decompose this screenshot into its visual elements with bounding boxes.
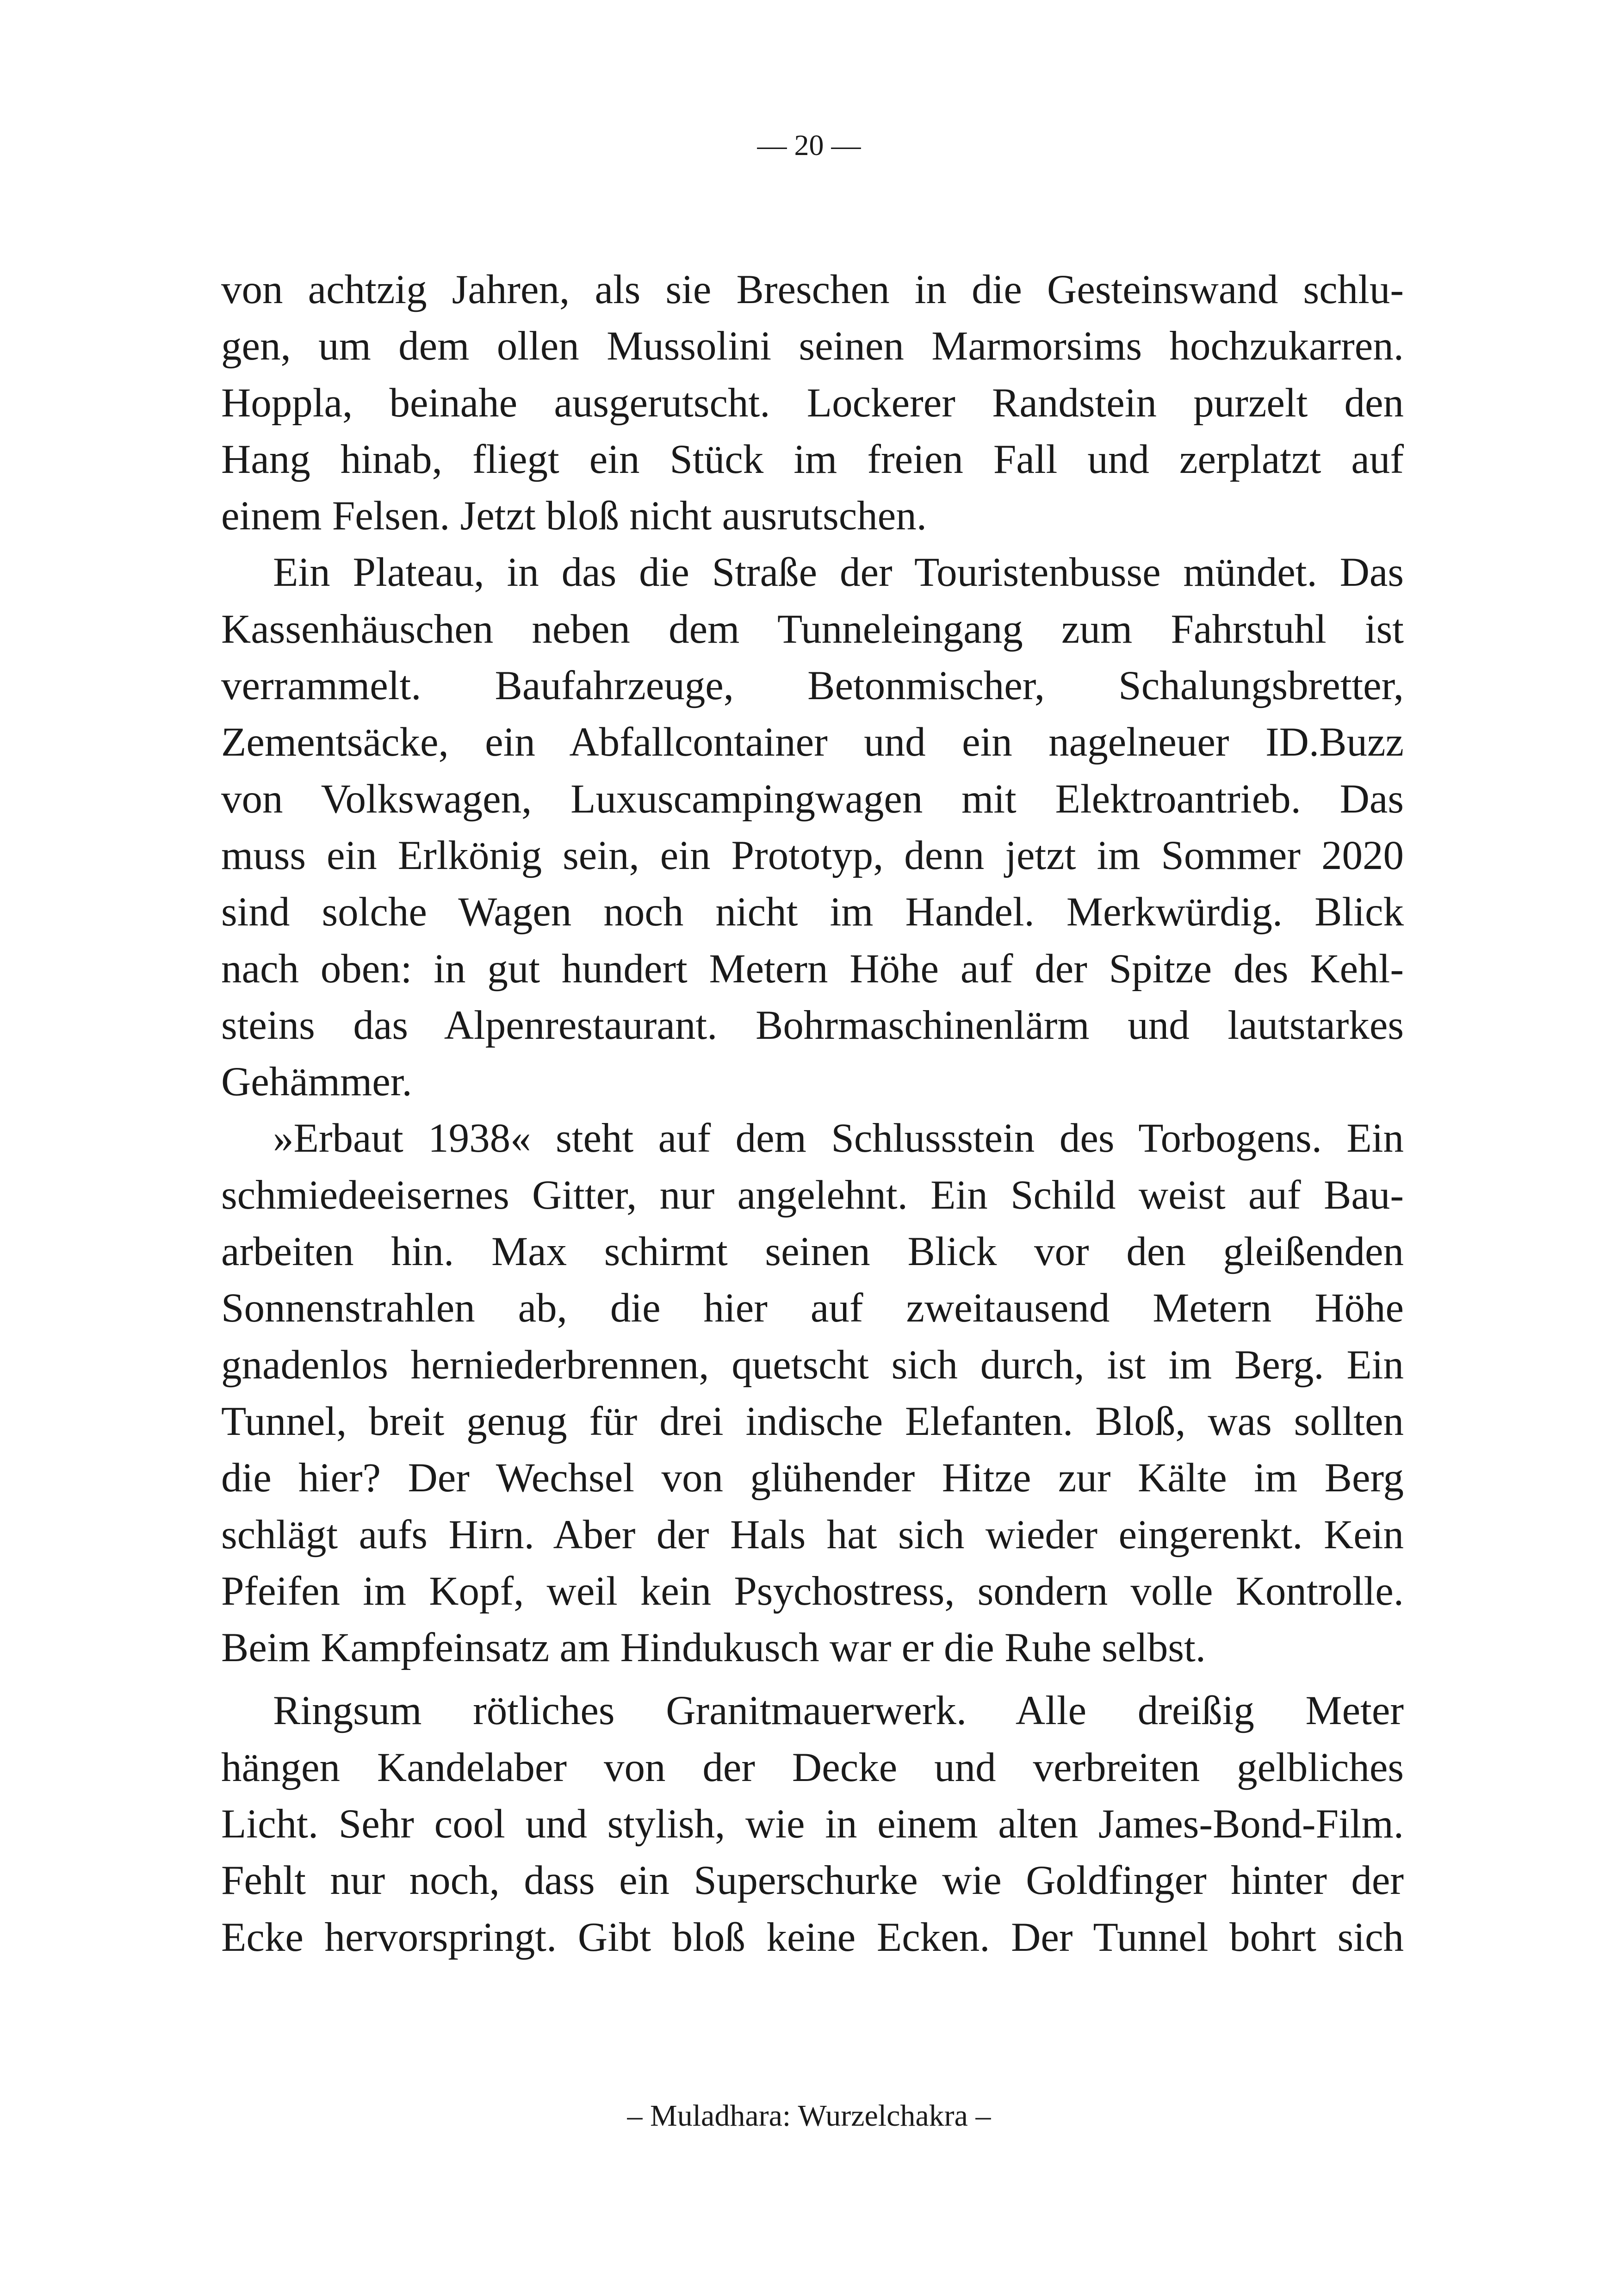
text-line: schmiedeeisernes Gitter, nur angelehnt. Ein Schild weist auf Bau- [221,1172,1404,1218]
text-line: Ein Plateau, in das die Straße der Touristenbusse mündet. Das [273,550,1404,596]
running-title: – Muladhara: Wurzelchakra – [627,2099,991,2133]
text-line: Ecke hervorspringt. Gibt bloß keine Ecken. Der Tunnel bohrt sich [221,1914,1404,1960]
text-line: Kassenhäuschen neben dem Tunneleingang zum Fahrstuhl ist [221,606,1404,652]
text-line: Sonnenstrahlen ab, die hier auf zweitausend Metern Höhe [221,1285,1404,1331]
text-line: Ringsum rötliches Granitmauerwerk. Alle dreißig Meter [273,1688,1404,1734]
paragraph [221,1110,1404,1676]
page-number: — 20 — [757,129,861,161]
text-line: arbeiten hin. Max schirmt seinen Blick vor den gleißenden [221,1229,1404,1275]
text-line: muss ein Erlkönig sein, ein Prototyp, denn jetzt im Sommer 2020 [221,832,1404,878]
text-line: steins das Alpenrestaurant. Bohrmaschinenlärm und lautstarkes [221,1002,1404,1048]
text-line: »Erbaut 1938« steht auf dem Schlussstein des Torbogens. Ein [273,1116,1404,1161]
text-line: nach oben: in gut hundert Metern Höhe auf der Spitze des Kehl- [221,946,1404,992]
text-line: Tunnel, breit genug für drei indische Elefanten. Bloß, was sollten [221,1398,1404,1444]
text-line: verrammelt. Baufahrzeuge, Betonmischer, Schalungsbretter, [221,663,1404,709]
text-line: Pfeifen im Kopf, weil kein Psychostress, sondern volle Kontrolle. [221,1568,1404,1614]
body-text [221,261,1404,1966]
text-line: sind solche Wagen noch nicht im Handel. Merkwürdig. Blick [221,889,1404,935]
text-line: die hier? Der Wechsel von glühender Hitze zur Kälte im Berg [221,1455,1404,1501]
text-line: gnadenlos herniederbrennen, quetscht sich durch, ist im Berg. Ein [221,1342,1404,1388]
text-line: einem Felsen. Jetzt bloß nicht ausrutschen. [221,493,927,539]
paragraph [221,1682,1404,1965]
text-line: gen, um dem ollen Mussolini seinen Marmorsims hochzukarren. [221,323,1404,369]
text-line: Hang hinab, fliegt ein Stück im freien Fall und zerplatzt auf [221,436,1404,482]
text-line: Hoppla, beinahe ausgerutscht. Lockerer Randstein purzelt den [221,380,1404,426]
text-line: Licht. Sehr cool und stylish, wie in einem alten James-Bond-Film. [221,1801,1404,1847]
text-line: hängen Kandelaber von der Decke und verbreiten gelbliches [221,1744,1404,1790]
text-line: von Volkswagen, Luxuscampingwagen mit Elektroantrieb. Das [221,776,1404,822]
text-line: schlägt aufs Hirn. Aber der Hals hat sich wieder eingerenkt. Kein [221,1512,1404,1558]
text-line: Fehlt nur noch, dass ein Superschurke wie Goldfinger hinter der [221,1858,1404,1904]
paragraph [221,544,1404,1110]
text-line: von achtzig Jahren, als sie Breschen in die Gesteinswand schlu- [221,267,1404,312]
paragraph [221,261,1404,544]
text-line: Beim Kampfeinsatz am Hindukusch war er die Ruhe selbst. [221,1625,1206,1671]
text-line: Zementsäcke, ein Abfallcontainer und ein nagelneuer ID.Buzz [221,720,1404,765]
text-line: Gehämmer. [221,1059,412,1105]
